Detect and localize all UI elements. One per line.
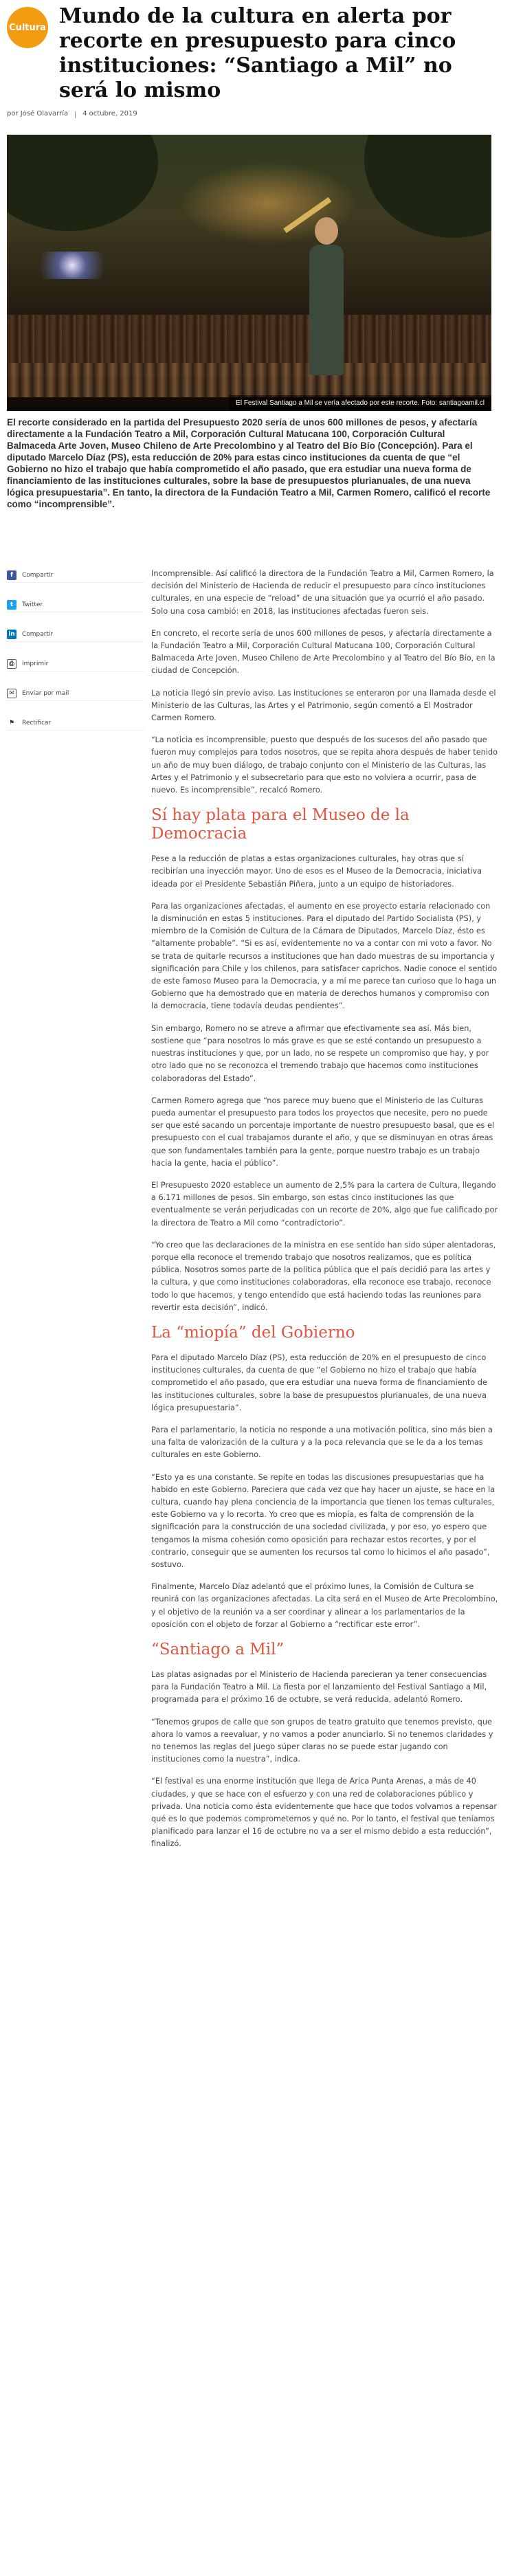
body-paragraph: Pese a la reducción de platas a estas organizaciones culturales, hay otras que sí recibirían una inyección mayor. Uno de esos es el Museo de la Democracia, iniciativa ideada por el Presidente Sebastián Piñera, junto a un equipo de historiadores. — [151, 854, 482, 889]
print-icon: ⎙ — [7, 659, 16, 669]
body-paragraph: La noticia llegó sin previo aviso. Las instituciones se enteraron por una llamada desde el Ministerio de las Culturas, las Artes y el Patrimonio, según comentó a El Mostrador Carmen Romero. — [151, 688, 496, 723]
body-paragraph: Para las organizaciones afectadas, el aumento en ese proyecto estaría relacionado con la disminución en estas 5 instituciones. Para el diputado del Partido Socialista (PS), y miembro de la Comisión de Cultura de la Cámara de Diputados, Marcelo Díaz, ésto es “altamente probable”. “Si es así, evidentemente no va a contar con mi voto a favor. No se trata de quitarle recursos a instituciones que han dado muestras de su importancia y significación para Chile y los chilenos, para satisfacer caprichos. Nadie conoce el sentido de este famoso Museo para la Democracia, y a mí me parece tan curioso que lo haga un Gobierno que ha demostrado que en materia de derechos humanos y compromiso con la democracia, tiene todavía deudas pendientes”. — [151, 901, 498, 1011]
meta-divider — [75, 111, 76, 118]
author-link[interactable]: por José Olavarría — [7, 110, 69, 118]
article-title: Mundo de la cultura en alerta por recorte en presupuesto para cinco instituciones: “Santiago a Mil” no será lo mismo — [59, 4, 456, 102]
twitter-icon: t — [7, 600, 16, 610]
body-paragraph: “Esto ya es una constante. Se repite en todas las discusiones presupuestarias que ha habido en este Gobierno. Pareciera que cada vez que hay hacer un ajuste, se hace en la cultura, cuando hay plena conciencia de la importancia que tienen los temas culturales, este Gobierno va y lo recorta. Yo creo que es miopía, es falta de comprensión de la significación para la construcción de una sociedad civilizada, y por eso, yo espero que tengamos la misma cohesión como oposición para rechazar estos recortes, y por el contrario, conseguir que se aumenten los recursos tal como lo hicimos el año pasado”, sostuvo. — [151, 1472, 496, 1569]
facebook-icon: f — [7, 570, 16, 580]
category-badge[interactable]: Cultura — [7, 7, 48, 48]
body-paragraph: Las platas asignadas por el Ministerio de Hacienda parecieran ya tener consecuencias para la Fundación Teatro a Mil. La fiesta por el lanzamiento del Festival Santiago a Mil, programada para el próximo 16 de octubre, se verá reducida, adelantó Romero. — [151, 1670, 487, 1705]
section-heading: “Santiago a Mil” — [151, 1641, 285, 1659]
article-lead: El recorte considerado en la partida del Presupuesto 2020 sería de unos 600 millones de pesos, y afectaría directamente a la Fundación Teatro a Mil, Corporación Cultural Matucana 100, Corporación Cultural Balmaceda Arte Joven, Museo Chileno de Arte Precolombino y al Teatro del Bío Bío (Concepción). Para el diputado Marcelo Díaz (PS), esta reducción de 20% para estas cinco instituciones da cuenta de que “el Gobierno no hizo el trabajo que había comprometido el año pasado, que era estudiar una nueva forma de financiamiento de las instituciones culturales, sobre la base de presupuestos plurianuales, de una nueva lógica presupuestaria”. En tanto, la directora de la Fundación Teatro a Mil, Carmen Romero, calificó el recorte como “incomprensible”. — [7, 417, 491, 509]
photo-caption: El Festival Santiago a Mil se vería afectado por este recorte. Foto: santiagoamil.cl — [229, 395, 491, 411]
mail-icon: ✉ — [7, 689, 16, 698]
hero-photo — [7, 135, 491, 411]
share-mail[interactable] — [7, 686, 144, 701]
section-heading: Sí hay plata para el Museo de la Democracia — [151, 806, 410, 843]
body-paragraph: Finalmente, Marcelo Díaz adelantó que el próximo lunes, la Comisión de Cultura se reunirá con las organizaciones afectadas. La cita será en el Museo de Arte Precolombino, y el objetivo de la reunión va a ser coordinar y alinear a los parlamentarios de la oposición con el objeto de forzar al Gobierno a “rectificar este error”. — [151, 1582, 498, 1629]
section-heading: La “miopía” del Gobierno — [151, 1323, 355, 1342]
photo-crowd-front — [7, 363, 491, 397]
share-label: Compartir — [22, 571, 54, 579]
share-label: Twitter — [22, 601, 43, 608]
share-linkedin[interactable] — [7, 627, 144, 642]
publish-date: 4 octubre, 2019 — [82, 110, 137, 118]
body-paragraph: Sin embargo, Romero no se atreve a afirmar que efectivamente sea así. Más bien, sostiene que “para nosotros lo más grave es que se esté contando un presupuesto a nuestras instituciones y que, por un lado, no se respete un compromiso que hay, y por otro lado que no se reconozca el tremendo trabajo que hacemos como instituciones colaboradoras del Estado”. — [151, 1023, 489, 1083]
photo-musician-body — [309, 245, 344, 375]
photo-musician — [302, 217, 350, 375]
body-paragraph: “Yo creo que las declaraciones de la ministra en ese sentido han sido súper alentadoras, porque ella reconoce el tremendo trabajo que nosotros realizamos, que es política pública. Nosotros somos parte de la política pública que el país decidió para las artes y la cultura, y que como instituciones colaboradoras, ella reconoce ese trabajo, reconoce todo lo que hacemos, y tengo entendido que está haciendo todas las reuniones para revertir esta decisión”, indicó. — [151, 1240, 496, 1312]
body-paragraph: Para el parlamentario, la noticia no responde a una motivación política, sino más bien a una falta de valorización de la cultura y a la poca relevancia que se le da a los temas culturales en este Gobierno. — [151, 1425, 493, 1460]
flag-icon: ⚑ — [7, 718, 16, 728]
body-paragraph: “Tenemos grupos de calle que son grupos de teatro gratuito que tenemos previsto, que ahora lo vamos a reevaluar, y no vamos a poder anunciarlo. Si no tenemos claridades y no tenemos las reglas del juego súper claras no se puede estar jugando con instituciones como la nuestra”, indica. — [151, 1717, 493, 1764]
share-label: Compartir — [22, 630, 54, 638]
body-paragraph: En concreto, el recorte sería de unos 600 millones de pesos, y afectaría directamente a la Fundación Teatro a Mil, Corporación Cultural Matucana 100, Corporación Cultural Balmaceda Arte Joven, Museo Chileno de Arte Precolombino y al Teatro del Bío Bío, en la ciudad de Concepción. — [151, 628, 496, 676]
body-paragraph: El Presupuesto 2020 establece un aumento de 2,5% para la cartera de Cultura, llegando a 6.171 millones de pesos. Sin embargo, son estas cinco instituciones las que eventualmente se verán perjudicadas con un recorte de 20%, algo que fue calificado por la directora de Teatro a Mil como “contradictorio”. — [151, 1180, 498, 1228]
share-label: Imprimir — [22, 660, 49, 667]
linkedin-icon: in — [7, 630, 16, 639]
photo-stage-light — [27, 252, 117, 279]
share-rectify[interactable] — [7, 715, 144, 731]
article-meta — [7, 110, 137, 118]
share-twitter[interactable] — [7, 597, 144, 612]
share-label: Rectificar — [22, 719, 52, 726]
share-label: Enviar por mail — [22, 689, 69, 697]
share-print[interactable] — [7, 656, 144, 671]
body-paragraph: Para el diputado Marcelo Díaz (PS), esta reducción de 20% en el presupuesto de cinco instituciones culturales, da cuenta de que “el Gobierno no hizo el trabajo que había comprometido el año pasado, que era estudiar una nueva forma de financiamiento de las instituciones culturales, sobre la base de presupuestos plurianuales, de una nueva lógica presupuestaria”. — [151, 1353, 487, 1412]
article-body — [151, 568, 498, 1861]
body-paragraph: “La noticia es incomprensible, puesto que después de los sucesos del año pasado que fueron muy complejos para todos nosotros, que se repita ahora después de haber tenido un año de muy buen diálogo, de trabajo conjunto con el Ministerio de las Culturas, las Artes y el Patrimonio y el subsecretario para que esto no volviera a ocurrir, pasa de nuevo. Es incomprensible”, recalcó Romero. — [151, 735, 498, 795]
article-header — [0, 0, 512, 102]
photo-musician-head — [315, 217, 338, 245]
body-paragraph: “El festival es una enorme institución que llega de Arica Punta Arenas, a más de 40 ciudades, y que se hace con el esfuerzo y con una red de colaboraciones público y privada. Una noticia como ésta evidentemente que hace que todos volvamos a repensar qué es lo que podemos comprometernos y qué no. Por lo tanto, el festival que teníamos planificado para lanzar el 16 de octubre no va a ser el mismo debido a esta reducción”, finalizó. — [151, 1777, 498, 1849]
body-paragraph: Carmen Romero agrega que “nos parece muy bueno que el Ministerio de las Culturas pueda aumentar el presupuesto para todos los proyectos que necesite, pero no puede ser que esté sacando un porcentaje importante de nuestro presupuesto basal, que es el presupuesto con el cual trabajamos durante el año, y que se disminuyan en otras áreas que son fundamentales también para la gente, porque nuestro trabajo es un trabajo hacia la gente, hacia el público”. — [151, 1096, 495, 1168]
share-facebook[interactable] — [7, 568, 144, 583]
body-paragraph: Incomprensible. Así calificó la directora de la Fundación Teatro a Mil, Carmen Romero, la decisión del Ministerio de Hacienda de reducir el presupuesto para cinco instituciones culturales, en una especie de “reload” de una situación que ya ocurrió el año pasado. Solo una cosa cambió: en 2018, las instituciones afectadas fueron seis. — [151, 569, 494, 616]
share-sidebar — [7, 568, 144, 745]
